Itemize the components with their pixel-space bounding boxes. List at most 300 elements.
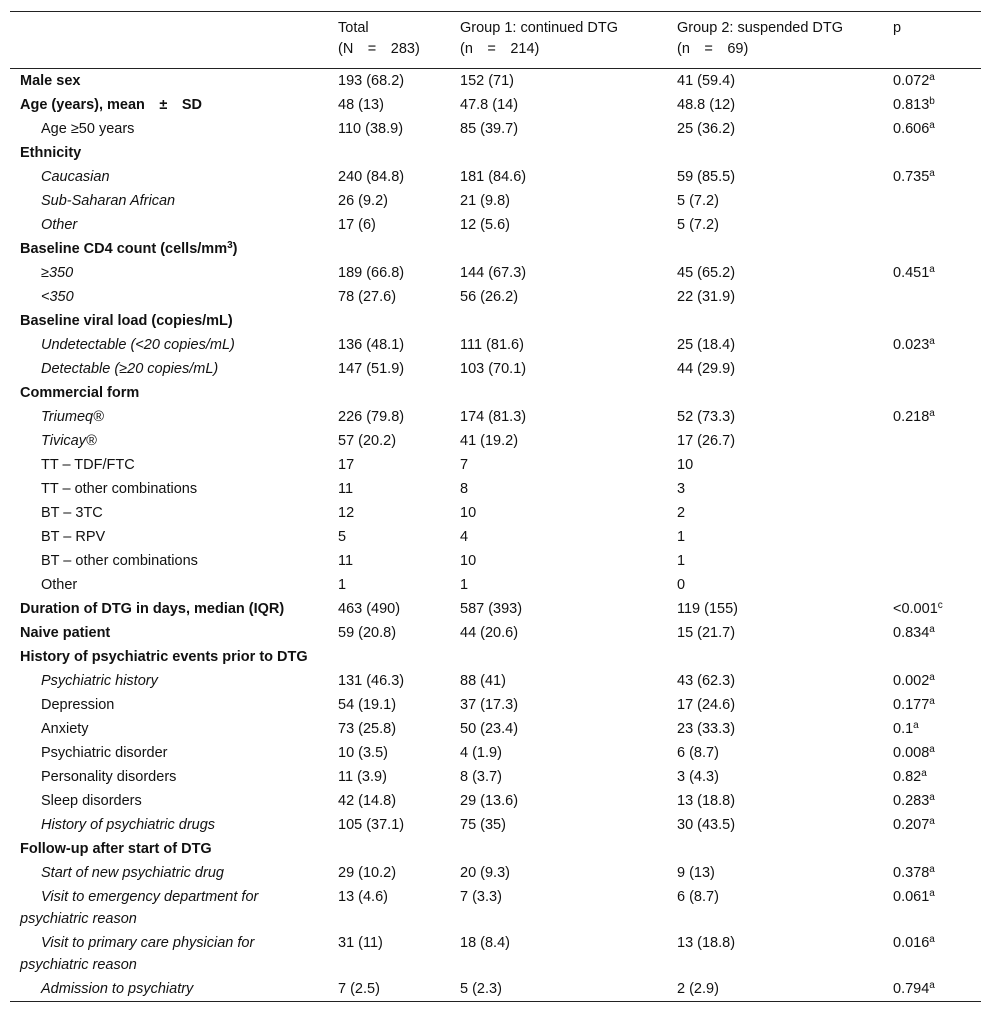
total-cell: 26 (9.2) bbox=[338, 193, 388, 209]
row-label bbox=[10, 669, 326, 693]
row-label bbox=[10, 765, 326, 789]
row-label bbox=[10, 621, 326, 645]
row-label-text: Age ≥50 years bbox=[41, 121, 135, 137]
header-group2-count: (n = 69) bbox=[677, 41, 749, 57]
p-value-cell bbox=[881, 885, 981, 931]
row-label-text: Baseline viral load (copies/mL) bbox=[20, 313, 233, 329]
total-cell: 147 (51.9) bbox=[338, 361, 405, 377]
table-row bbox=[10, 165, 981, 189]
p-value: 0.813 bbox=[893, 97, 930, 113]
table-row bbox=[10, 405, 981, 429]
row-label bbox=[10, 717, 326, 741]
p-value-cell bbox=[881, 117, 981, 141]
row-label-text: Age (years), mean ± SD bbox=[20, 97, 203, 113]
group1-cell: 12 (5.6) bbox=[460, 217, 510, 233]
group1-cell: 1 bbox=[460, 577, 469, 593]
row-label-text: Depression bbox=[41, 697, 115, 713]
group1-cell: 587 (393) bbox=[460, 601, 523, 617]
total-cell: 131 (46.3) bbox=[338, 673, 405, 689]
row-label-text: Commercial form bbox=[20, 385, 140, 401]
p-value-cell bbox=[881, 309, 981, 333]
total-cell: 110 (38.9) bbox=[338, 121, 404, 137]
p-value-cell bbox=[881, 861, 981, 885]
row-label-text: Other bbox=[41, 577, 78, 593]
group1-cell: 18 (8.4) bbox=[460, 935, 510, 951]
group2-cell: 1 bbox=[677, 529, 686, 545]
group1-cell bbox=[448, 237, 665, 261]
group2-cell bbox=[665, 141, 881, 165]
p-value-footnote: a bbox=[929, 336, 935, 347]
row-label bbox=[10, 477, 326, 501]
table-row bbox=[10, 261, 981, 285]
total-cell: 17 (6) bbox=[338, 217, 376, 233]
p-value-footnote: a bbox=[913, 720, 919, 731]
row-label bbox=[10, 93, 326, 117]
p-value-cell bbox=[881, 213, 981, 237]
row-label-text: Ethnicity bbox=[20, 145, 82, 161]
row-label-text: Admission to psychiatry bbox=[41, 981, 194, 997]
p-value-footnote: a bbox=[921, 768, 927, 779]
p-value: 0.002 bbox=[893, 673, 930, 689]
header-group1-count: (n = 214) bbox=[460, 41, 540, 57]
total-cell: 1 bbox=[338, 577, 347, 593]
group2-cell bbox=[665, 645, 881, 669]
group1-cell: 44 (20.6) bbox=[460, 625, 519, 641]
row-label-text: Naive patient bbox=[20, 625, 111, 641]
group2-cell: 13 (18.8) bbox=[677, 935, 736, 951]
group2-cell: 1 bbox=[677, 553, 686, 569]
p-value-cell bbox=[881, 789, 981, 813]
total-cell: 7 (2.5) bbox=[338, 981, 380, 997]
group2-cell: 17 (24.6) bbox=[677, 697, 736, 713]
group2-cell: 9 (13) bbox=[677, 865, 715, 881]
table-row bbox=[10, 621, 981, 645]
group2-cell: 13 (18.8) bbox=[677, 793, 736, 809]
group2-cell: 45 (65.2) bbox=[677, 265, 736, 281]
row-label-text: Psychiatric history bbox=[41, 673, 158, 689]
row-label bbox=[10, 741, 326, 765]
group1-cell: 37 (17.3) bbox=[460, 697, 519, 713]
p-value: 0.008 bbox=[893, 745, 930, 761]
label-superscript: 3 bbox=[227, 240, 233, 251]
table-row bbox=[10, 357, 981, 381]
p-value-footnote: a bbox=[929, 816, 935, 827]
table-row bbox=[10, 977, 981, 1002]
p-value-cell bbox=[881, 237, 981, 261]
p-value: 0.1 bbox=[893, 721, 914, 737]
table-row bbox=[10, 189, 981, 213]
row-label bbox=[10, 309, 326, 333]
group2-cell: 41 (59.4) bbox=[677, 73, 736, 89]
row-label bbox=[10, 597, 326, 621]
group2-cell bbox=[665, 381, 881, 405]
row-label-text: Start of new psychiatric drug bbox=[41, 865, 224, 881]
group1-cell bbox=[448, 381, 665, 405]
group2-cell: 25 (36.2) bbox=[677, 121, 736, 137]
total-cell: 57 (20.2) bbox=[338, 433, 397, 449]
p-value-footnote: a bbox=[929, 120, 935, 131]
total-cell: 29 (10.2) bbox=[338, 865, 397, 881]
p-value: 0.016 bbox=[893, 935, 930, 951]
total-cell bbox=[326, 309, 448, 333]
p-value-cell bbox=[881, 477, 981, 501]
total-cell: 48 (13) bbox=[338, 97, 384, 113]
total-cell bbox=[326, 237, 448, 261]
group2-cell: 6 (8.7) bbox=[677, 745, 719, 761]
total-cell: 463 (490) bbox=[338, 601, 401, 617]
p-value-cell bbox=[881, 453, 981, 477]
table-row bbox=[10, 213, 981, 237]
row-label bbox=[10, 573, 326, 597]
row-label-text: Other bbox=[41, 217, 78, 233]
p-value-footnote: a bbox=[929, 624, 935, 635]
row-label-text: History of psychiatric drugs bbox=[41, 817, 216, 833]
table-row bbox=[10, 501, 981, 525]
group1-cell: 152 (71) bbox=[460, 73, 515, 89]
table-row bbox=[10, 237, 981, 261]
p-value-cell bbox=[881, 501, 981, 525]
group1-cell: 8 (3.7) bbox=[460, 769, 502, 785]
table-row bbox=[10, 861, 981, 885]
total-cell: 13 (4.6) bbox=[338, 889, 388, 905]
row-label-text: Duration of DTG in days, median (IQR) bbox=[20, 601, 285, 617]
table-row bbox=[10, 549, 981, 573]
header-total-count: (N = 283) bbox=[338, 41, 420, 57]
header-empty-cell bbox=[10, 12, 326, 69]
p-value: 0.023 bbox=[893, 337, 930, 353]
row-label bbox=[10, 333, 326, 357]
row-label-text: Personality disorders bbox=[41, 769, 177, 785]
group1-cell: 181 (84.6) bbox=[460, 169, 527, 185]
row-label-text: History of psychiatric events prior to DTG bbox=[20, 649, 308, 665]
row-label-text: TT – other combinations bbox=[41, 481, 198, 497]
total-cell bbox=[326, 645, 448, 669]
p-value-cell bbox=[881, 741, 981, 765]
header-total-title: Total bbox=[338, 20, 369, 36]
table-row bbox=[10, 93, 981, 117]
table-row bbox=[10, 453, 981, 477]
row-label bbox=[10, 501, 326, 525]
p-value: 0.378 bbox=[893, 865, 930, 881]
p-value-cell bbox=[881, 549, 981, 573]
row-label bbox=[10, 861, 326, 885]
group1-cell: 21 (9.8) bbox=[460, 193, 510, 209]
table-row bbox=[10, 141, 981, 165]
row-label bbox=[10, 525, 326, 549]
total-cell: 189 (66.8) bbox=[338, 265, 405, 281]
total-cell bbox=[326, 141, 448, 165]
row-label bbox=[10, 213, 326, 237]
table-body bbox=[10, 69, 981, 1002]
row-label bbox=[10, 837, 326, 861]
group2-cell: 52 (73.3) bbox=[677, 409, 736, 425]
group2-cell: 2 (2.9) bbox=[677, 981, 719, 997]
p-value-cell bbox=[881, 333, 981, 357]
p-value: 0.218 bbox=[893, 409, 930, 425]
total-cell: 136 (48.1) bbox=[338, 337, 405, 353]
p-value-cell bbox=[881, 645, 981, 669]
p-value-cell bbox=[881, 765, 981, 789]
row-label bbox=[10, 813, 326, 837]
row-label bbox=[10, 885, 326, 931]
p-value-cell bbox=[881, 189, 981, 213]
p-value-cell bbox=[881, 717, 981, 741]
group2-cell: 22 (31.9) bbox=[677, 289, 736, 305]
p-value-cell bbox=[881, 381, 981, 405]
row-label-text: Follow-up after start of DTG bbox=[20, 841, 212, 857]
total-cell: 11 bbox=[338, 481, 354, 497]
group2-cell: 59 (85.5) bbox=[677, 169, 736, 185]
row-label bbox=[10, 165, 326, 189]
header-group2 bbox=[665, 12, 881, 69]
p-value-cell bbox=[881, 165, 981, 189]
p-value-cell bbox=[881, 977, 981, 1002]
p-value-footnote: a bbox=[929, 980, 935, 991]
table-row bbox=[10, 309, 981, 333]
row-label-text: BT – other combinations bbox=[41, 553, 198, 569]
p-value: <0.001 bbox=[893, 601, 938, 617]
total-cell: 5 bbox=[338, 529, 347, 545]
row-label-end: ) bbox=[232, 241, 238, 257]
row-label-text: Sleep disorders bbox=[41, 793, 142, 809]
header-total bbox=[326, 12, 448, 69]
p-value: 0.82 bbox=[893, 769, 922, 785]
p-value: 0.177 bbox=[893, 697, 930, 713]
group2-cell: 3 bbox=[677, 481, 686, 497]
group2-cell: 119 (155) bbox=[677, 601, 738, 617]
group2-cell: 2 bbox=[677, 505, 686, 521]
total-cell: 31 (11) bbox=[338, 935, 383, 951]
table-row bbox=[10, 645, 981, 669]
p-value-footnote: c bbox=[937, 600, 943, 611]
group2-cell bbox=[665, 237, 881, 261]
group1-cell: 88 (41) bbox=[460, 673, 506, 689]
total-cell bbox=[326, 837, 448, 861]
p-value: 0.794 bbox=[893, 981, 930, 997]
p-value-cell bbox=[881, 405, 981, 429]
group2-cell: 15 (21.7) bbox=[677, 625, 736, 641]
table-row bbox=[10, 837, 981, 861]
p-value: 0.061 bbox=[893, 889, 930, 905]
group1-cell bbox=[448, 837, 665, 861]
group1-cell: 41 (19.2) bbox=[460, 433, 519, 449]
row-label bbox=[10, 453, 326, 477]
group1-cell: 103 (70.1) bbox=[460, 361, 527, 377]
group1-cell: 5 (2.3) bbox=[460, 981, 502, 997]
group2-cell: 17 (26.7) bbox=[677, 433, 736, 449]
p-value: 0.606 bbox=[893, 121, 930, 137]
table-row bbox=[10, 333, 981, 357]
p-value-cell bbox=[881, 261, 981, 285]
group1-cell: 8 bbox=[460, 481, 469, 497]
group2-cell bbox=[665, 309, 881, 333]
row-label-text: Baseline CD4 count (cells/mm bbox=[20, 241, 228, 257]
table-row bbox=[10, 381, 981, 405]
table-row bbox=[10, 717, 981, 741]
p-value-footnote: a bbox=[929, 168, 935, 179]
p-value-cell bbox=[881, 813, 981, 837]
row-label-text: Male sex bbox=[20, 73, 81, 89]
row-label bbox=[10, 357, 326, 381]
row-label bbox=[10, 549, 326, 573]
p-value-footnote: a bbox=[929, 888, 935, 899]
group1-cell: 85 (39.7) bbox=[460, 121, 519, 137]
p-value: 0.283 bbox=[893, 793, 930, 809]
row-label-text: Detectable (≥20 copies/mL) bbox=[41, 361, 219, 377]
row-label-text: Undetectable (<20 copies/mL) bbox=[41, 337, 235, 353]
table-row bbox=[10, 669, 981, 693]
row-label-text: <350 bbox=[41, 289, 74, 305]
group1-cell: 7 (3.3) bbox=[460, 889, 502, 905]
row-label bbox=[10, 789, 326, 813]
table-row bbox=[10, 69, 981, 94]
header-p: p bbox=[893, 20, 902, 36]
row-label bbox=[10, 693, 326, 717]
table-row bbox=[10, 789, 981, 813]
total-cell bbox=[326, 381, 448, 405]
row-label-text: BT – 3TC bbox=[41, 505, 103, 521]
table-row bbox=[10, 285, 981, 309]
group2-cell: 3 (4.3) bbox=[677, 769, 719, 785]
p-value-cell bbox=[881, 93, 981, 117]
row-label-text: Sub-Saharan African bbox=[41, 193, 176, 209]
group1-cell: 4 (1.9) bbox=[460, 745, 502, 761]
group1-cell bbox=[448, 645, 665, 669]
p-value-cell bbox=[881, 669, 981, 693]
group2-cell: 5 (7.2) bbox=[677, 217, 719, 233]
total-cell: 193 (68.2) bbox=[338, 73, 405, 89]
p-value-footnote: a bbox=[929, 864, 935, 875]
row-label-text: Triumeq® bbox=[41, 409, 104, 425]
total-cell: 240 (84.8) bbox=[338, 169, 405, 185]
header-group1-title: Group 1: continued DTG bbox=[460, 20, 618, 36]
row-label-text: Visit to primary care physician for psychiatric reason bbox=[20, 935, 255, 973]
total-cell: 59 (20.8) bbox=[338, 625, 397, 641]
table-row bbox=[10, 477, 981, 501]
row-label bbox=[10, 117, 326, 141]
total-cell: 105 (37.1) bbox=[338, 817, 405, 833]
row-label-text: Tivicay® bbox=[41, 433, 97, 449]
p-value-footnote: a bbox=[929, 408, 935, 419]
row-label bbox=[10, 69, 326, 94]
p-value-footnote: b bbox=[929, 96, 935, 107]
row-label bbox=[10, 931, 326, 977]
table-row bbox=[10, 813, 981, 837]
group1-cell: 10 bbox=[460, 553, 477, 569]
row-label bbox=[10, 141, 326, 165]
total-cell: 226 (79.8) bbox=[338, 409, 405, 425]
group2-cell: 30 (43.5) bbox=[677, 817, 736, 833]
group1-cell: 29 (13.6) bbox=[460, 793, 519, 809]
p-value-cell bbox=[881, 429, 981, 453]
row-label bbox=[10, 405, 326, 429]
group1-cell: 7 bbox=[460, 457, 469, 473]
group1-cell bbox=[448, 141, 665, 165]
table-row bbox=[10, 573, 981, 597]
group2-cell: 6 (8.7) bbox=[677, 889, 719, 905]
table-row bbox=[10, 741, 981, 765]
row-label-text: ≥350 bbox=[41, 265, 74, 281]
p-value: 0.207 bbox=[893, 817, 930, 833]
group1-cell: 10 bbox=[460, 505, 477, 521]
row-label bbox=[10, 645, 326, 669]
total-cell: 42 (14.8) bbox=[338, 793, 397, 809]
row-label-text: TT – TDF/FTC bbox=[41, 457, 135, 473]
group2-cell: 25 (18.4) bbox=[677, 337, 736, 353]
row-label bbox=[10, 977, 326, 1002]
header-group2-title: Group 2: suspended DTG bbox=[677, 20, 844, 36]
total-cell: 11 (3.9) bbox=[338, 769, 387, 785]
p-value: 0.834 bbox=[893, 625, 930, 641]
p-value: 0.735 bbox=[893, 169, 930, 185]
p-value: 0.072 bbox=[893, 73, 930, 89]
table-row bbox=[10, 885, 981, 931]
row-label-text: BT – RPV bbox=[41, 529, 106, 545]
table-row bbox=[10, 525, 981, 549]
p-value-cell bbox=[881, 573, 981, 597]
row-label bbox=[10, 381, 326, 405]
p-value-footnote: a bbox=[929, 72, 935, 83]
row-label bbox=[10, 285, 326, 309]
row-label-text: Anxiety bbox=[41, 721, 89, 737]
p-value-footnote: a bbox=[929, 792, 935, 803]
total-cell: 54 (19.1) bbox=[338, 697, 397, 713]
p-value-footnote: a bbox=[929, 264, 935, 275]
group2-cell: 0 bbox=[677, 577, 686, 593]
row-label bbox=[10, 261, 326, 285]
group2-cell: 44 (29.9) bbox=[677, 361, 736, 377]
total-cell: 10 (3.5) bbox=[338, 745, 388, 761]
group2-cell bbox=[665, 837, 881, 861]
p-value: 0.451 bbox=[893, 265, 930, 281]
table-row bbox=[10, 931, 981, 977]
p-value-cell bbox=[881, 525, 981, 549]
group1-cell: 144 (67.3) bbox=[460, 265, 527, 281]
header-row bbox=[10, 12, 981, 69]
p-value-footnote: a bbox=[929, 672, 935, 683]
total-cell: 78 (27.6) bbox=[338, 289, 397, 305]
row-label-text: Caucasian bbox=[41, 169, 110, 185]
p-value-cell bbox=[881, 597, 981, 621]
p-value-footnote: a bbox=[929, 934, 935, 945]
p-value-cell bbox=[881, 357, 981, 381]
table-row bbox=[10, 597, 981, 621]
group2-cell: 48.8 (12) bbox=[677, 97, 736, 113]
group1-cell: 75 (35) bbox=[460, 817, 506, 833]
total-cell: 17 bbox=[338, 457, 355, 473]
table-row bbox=[10, 765, 981, 789]
total-cell: 73 (25.8) bbox=[338, 721, 397, 737]
p-value-cell bbox=[881, 837, 981, 861]
p-value-footnote: a bbox=[929, 744, 935, 755]
group1-cell: 56 (26.2) bbox=[460, 289, 519, 305]
p-value-cell bbox=[881, 141, 981, 165]
row-label-text: Psychiatric disorder bbox=[41, 745, 168, 761]
group1-cell: 174 (81.3) bbox=[460, 409, 527, 425]
total-cell: 12 bbox=[338, 505, 355, 521]
p-value-cell bbox=[881, 69, 981, 94]
group2-cell: 5 (7.2) bbox=[677, 193, 719, 209]
group1-cell: 4 bbox=[460, 529, 469, 545]
p-value-cell bbox=[881, 621, 981, 645]
total-cell: 11 bbox=[338, 553, 354, 569]
row-label bbox=[10, 237, 326, 261]
group1-cell: 20 (9.3) bbox=[460, 865, 510, 881]
row-label-text: Visit to emergency department for psychiatric reason bbox=[20, 889, 259, 927]
data-table bbox=[10, 11, 981, 1002]
group2-cell: 23 (33.3) bbox=[677, 721, 736, 737]
group2-cell: 10 bbox=[677, 457, 694, 473]
